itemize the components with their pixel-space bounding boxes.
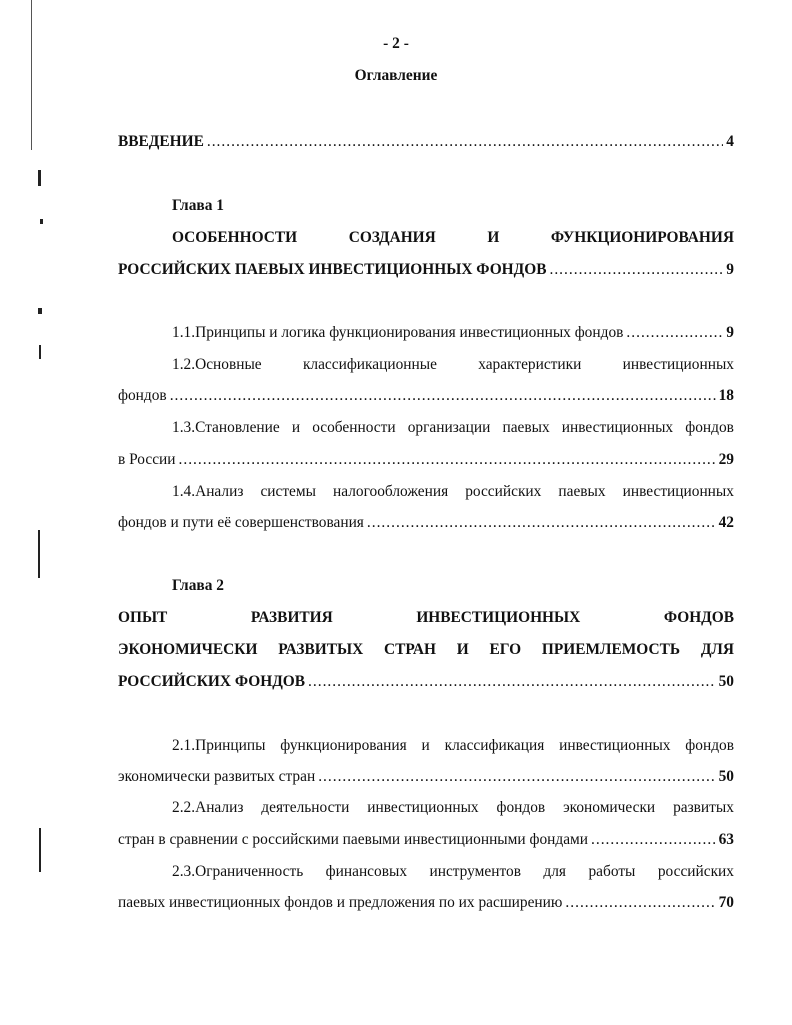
- title-word: ПРИЕМЛЕМОСТЬ: [541, 641, 681, 658]
- title-word: И: [487, 229, 500, 246]
- toc-leader: [170, 386, 716, 406]
- title-word: РАЗВИТИЯ: [250, 609, 333, 626]
- toc-entry-2-1[interactable]: [118, 767, 734, 787]
- entry-word: и: [421, 737, 430, 754]
- toc-page-number: 70: [718, 894, 734, 911]
- toc-entry-title: фондов: [118, 387, 167, 404]
- entry-word: деятельности: [261, 799, 350, 816]
- entry-word: инструментов: [429, 863, 521, 880]
- title-word: РАЗВИТЫХ: [278, 641, 364, 658]
- entry-word: фондов: [685, 419, 734, 436]
- toc-entry-2-3-line-1[interactable]: [172, 862, 734, 882]
- toc-leader: [549, 260, 723, 280]
- chapter-2-title-line-2: [118, 640, 734, 660]
- title-word: СОЗДАНИЯ: [348, 229, 436, 246]
- title-word: ОСОБЕННОСТИ: [172, 229, 298, 246]
- toc-entry-chapter-1[interactable]: [118, 260, 734, 280]
- entry-word: российских: [657, 863, 734, 880]
- toc-entry-title: стран в сравнении с российскими паевыми инвестиционными фондами: [118, 831, 589, 848]
- toc-entry-title: ВВЕДЕНИЕ: [118, 133, 204, 150]
- entry-word: финансовых: [325, 863, 408, 880]
- toc-entry-1-3[interactable]: [118, 450, 734, 470]
- toc-entry-1-4[interactable]: [118, 513, 734, 533]
- entry-word: инвестиционных: [622, 356, 734, 373]
- toc-entry-1-2-line-1[interactable]: [172, 355, 734, 375]
- entry-word: особенности: [312, 419, 396, 436]
- title-word: ИНВЕСТИЦИОННЫХ: [416, 609, 581, 626]
- entry-word: системы: [260, 483, 316, 500]
- title-word: ФУНКЦИОНИРОВАНИЯ: [550, 229, 734, 246]
- toc-leader: [565, 893, 715, 913]
- entry-word: работы: [588, 863, 636, 880]
- toc-leader: [179, 450, 716, 470]
- entry-word: 2.1.Принципы: [172, 737, 266, 754]
- toc-entry-1-3-line-1[interactable]: [172, 418, 734, 438]
- entry-word: классификация: [444, 737, 545, 754]
- title-word: ФОНДОВ: [663, 609, 734, 626]
- scan-speck: [38, 170, 41, 186]
- entry-word: 2.3.Ограниченность: [172, 863, 304, 880]
- toc-entry-title: паевых инвестиционных фондов и предложения по их расширению: [118, 894, 563, 911]
- toc-entry-2-2[interactable]: [118, 830, 734, 850]
- title-word: ЕГО: [489, 641, 522, 658]
- toc-leader: [367, 513, 716, 533]
- toc-entry-intro[interactable]: [118, 132, 734, 152]
- toc-entry-1-1[interactable]: [172, 323, 734, 343]
- toc-entry-1-2[interactable]: [118, 386, 734, 406]
- entry-word: инвестиционных: [559, 737, 671, 754]
- entry-word: 2.2.Анализ: [172, 799, 244, 816]
- entry-word: организации: [407, 419, 491, 436]
- entry-word: инвестиционных: [561, 419, 674, 436]
- toc-entry-title: экономически развитых стран: [118, 768, 316, 785]
- chapter-1-title-line-1: [172, 228, 734, 248]
- entry-word: паевых: [502, 419, 550, 436]
- toc-page-number: 9: [726, 261, 734, 278]
- toc-leader: [318, 767, 715, 787]
- toc-page-number: 50: [718, 768, 734, 785]
- scan-speck: [39, 828, 41, 872]
- entry-word: паевых: [558, 483, 606, 500]
- toc-entry-title: РОССИЙСКИХ ФОНДОВ: [118, 673, 306, 690]
- toc-entry-2-1-line-1[interactable]: [172, 736, 734, 756]
- entry-word: инвестиционных: [367, 799, 479, 816]
- entry-word: российских: [465, 483, 542, 500]
- chapter-2-label: Глава 2: [172, 577, 224, 594]
- chapter-2-title-line-1: [118, 608, 734, 628]
- scan-speck: [38, 308, 42, 314]
- entry-word: функционирования: [280, 737, 407, 754]
- page-number: - 2 -: [383, 35, 409, 52]
- toc-page-number: 4: [726, 133, 734, 150]
- toc-page-number: 29: [718, 451, 734, 468]
- scan-speck: [39, 345, 41, 359]
- toc-leader: [591, 830, 716, 850]
- title-word: И: [456, 641, 469, 658]
- toc-leader: [308, 672, 716, 692]
- page-title: Оглавление: [354, 67, 438, 84]
- toc-entry-chapter-2[interactable]: [118, 672, 734, 692]
- entry-word: характеристики: [478, 356, 582, 373]
- toc-leader: [626, 323, 723, 343]
- title-word: ОПЫТ: [118, 609, 168, 626]
- title-word: ЭКОНОМИЧЕСКИ: [118, 641, 258, 658]
- scan-speck: [40, 219, 43, 224]
- toc-page-number: 42: [718, 514, 734, 531]
- scan-speck: [38, 530, 40, 578]
- entry-word: фондов: [496, 799, 546, 816]
- toc-entry-title: в России: [118, 451, 176, 468]
- entry-word: фондов: [685, 737, 734, 754]
- entry-word: налогообложения: [333, 483, 449, 500]
- title-word: ДЛЯ: [700, 641, 734, 658]
- title-word: СТРАН: [384, 641, 436, 658]
- entry-word: 1.3.Становление: [172, 419, 280, 436]
- entry-word: инвестиционных: [622, 483, 734, 500]
- entry-word: для: [543, 863, 567, 880]
- entry-word: 1.4.Анализ: [172, 483, 244, 500]
- toc-page-number: 50: [718, 673, 734, 690]
- entry-word: и: [291, 419, 301, 436]
- entry-word: классификационные: [302, 356, 437, 373]
- toc-page-number: 18: [718, 387, 734, 404]
- toc-page-number: 9: [726, 324, 734, 341]
- toc-entry-2-2-line-1[interactable]: [172, 798, 734, 818]
- toc-page-number: 63: [718, 831, 734, 848]
- entry-word: развитых: [673, 799, 734, 816]
- entry-word: экономически: [563, 799, 656, 816]
- entry-word: 1.2.Основные: [172, 356, 262, 373]
- toc-entry-2-3[interactable]: [118, 893, 734, 913]
- toc-leader: [207, 132, 723, 152]
- chapter-1-label: Глава 1: [172, 197, 224, 214]
- toc-entry-title: РОССИЙСКИХ ПАЕВЫХ ИНВЕСТИЦИОННЫХ ФОНДОВ: [118, 261, 547, 278]
- toc-entry-title: фондов и пути её совершенствования: [118, 514, 364, 531]
- toc-entry-1-4-line-1[interactable]: [172, 482, 734, 502]
- toc-entry-title: 1.1.Принципы и логика функционирования инвестиционных фондов: [172, 324, 624, 341]
